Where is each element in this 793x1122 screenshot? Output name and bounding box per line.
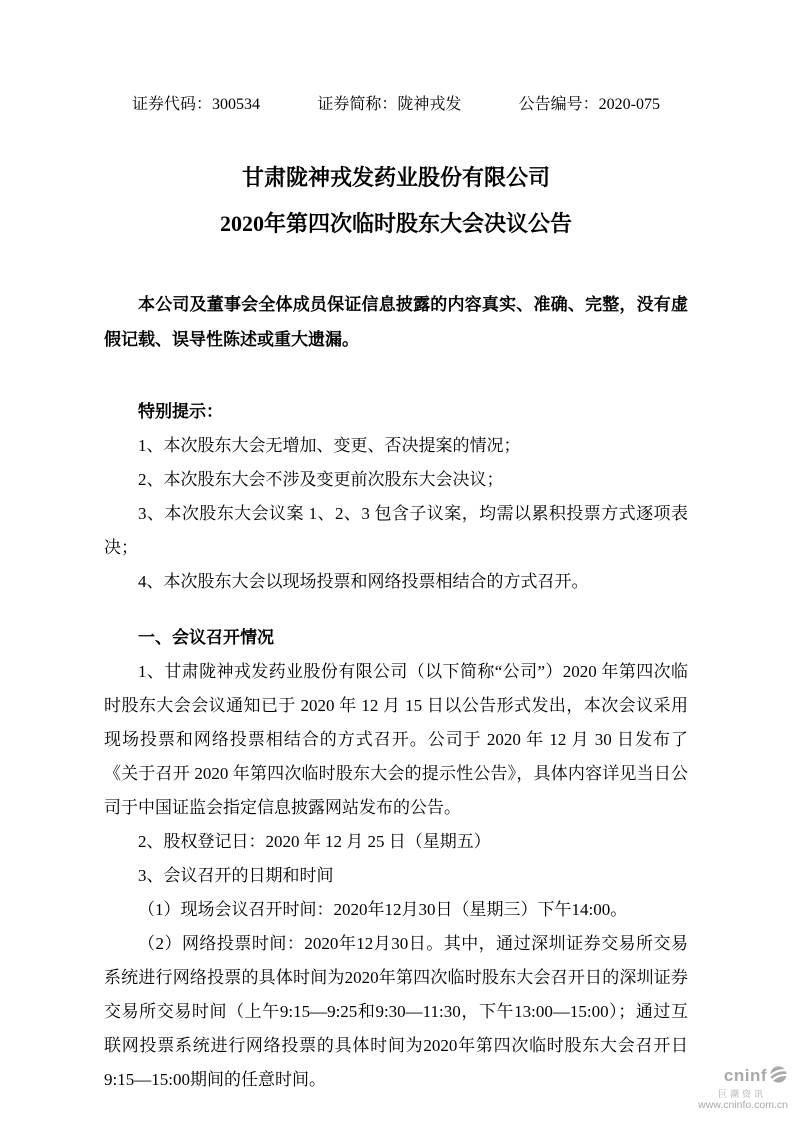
- announcement-title-line: 2020年第四次临时股东大会决议公告: [219, 211, 572, 236]
- special-notice-item-4: 4、本次股东大会以现场投票和网络投票相结合的方式召开。: [138, 572, 589, 591]
- integrity-statement: 本公司及董事会全体成员保证信息披露的内容真实、准确、完整，没有虚假记载、误导性陈述或重大遗漏。: [104, 295, 688, 349]
- cninfo-logo-chinese: 巨潮资讯: [717, 1088, 766, 1099]
- special-notice-item-1: 1、本次股东大会无增加、变更、否决提案的情况；: [138, 436, 521, 455]
- cninfo-logo: [698, 1065, 788, 1112]
- stock-code: 证券代码：300534: [132, 96, 261, 113]
- special-notice-heading: 特别提示：: [138, 402, 223, 421]
- stock-name: 证券简称：陇神戎发: [317, 96, 462, 113]
- section1-paragraph-3: 3、会议召开的日期和时间: [138, 866, 334, 885]
- cninfo-logo-text: cninf: [723, 1066, 767, 1086]
- cninfo-logo-url: www.cninfo.com.cn: [698, 1099, 788, 1112]
- special-notice-item-3: 3、本次股东大会议案 1、2、3 包含子议案，均需以累积投票方式逐项表决；: [104, 504, 688, 557]
- announcement-number: 公告编号：2020-075: [518, 96, 660, 113]
- document-header: [132, 95, 660, 115]
- section1-paragraph-1: 1、甘肃陇神戎发药业股份有限公司（以下简称“公司”）2020 年第四次临时股东大会会议通知已于 2020 年 12 月 15 日以公告形式发出，本次会议采用现场投票和网络投票相结合的方式召开。公司于 2020 年 12 月 30 日发布了《关于召开 2020 年第四次临时股东大会的提示性公告》，具体内容详见当日公司于中国证监会指定信息披露网站发布的公告。: [104, 662, 688, 817]
- section1-heading: 一、会议召开情况: [138, 628, 274, 647]
- special-notice-item-2: 2、本次股东大会不涉及变更前次股东大会决议；: [138, 470, 504, 489]
- document-title: [104, 155, 688, 247]
- section1-paragraph-4: （1）现场会议召开时间：2020年12月30日（星期三）下午14:00。: [138, 900, 628, 919]
- cninfo-swirl-icon: [769, 1065, 788, 1089]
- company-name-line: 甘肃陇神戎发药业股份有限公司: [241, 165, 550, 190]
- section1-paragraph-2: 2、股权登记日：2020 年 12 月 25 日（星期五）: [138, 832, 491, 851]
- section1-paragraph-5: （2）网络投票时间：2020年12月30日。其中，通过深圳证券交易所交易系统进行网络投票的具体时间为2020年第四次临时股东大会召开日的深圳证券交易所交易时间（上午9:15—9:25和9:30—11:30，下午13:00—15:00）；通过互联网投票系统进行网络投票的具体时间为2020年第四次临时股东大会召开日9:15—15:00期间的任意时间。: [104, 934, 688, 1089]
- cninfo-logo-row: [724, 1065, 788, 1089]
